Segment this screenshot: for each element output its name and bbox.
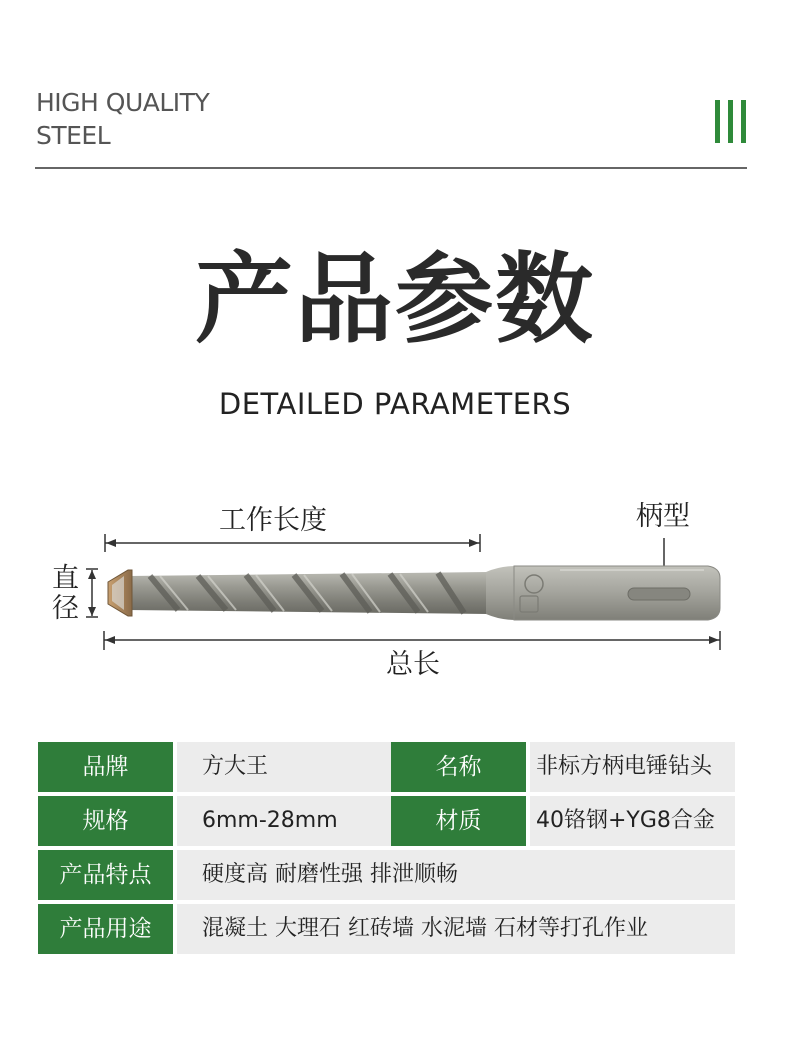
total-length-label: 总长 <box>386 649 440 680</box>
features-value: 硬度高 耐磨性强 排泄顺畅 <box>177 850 735 900</box>
usage-header: 产品用途 <box>38 904 173 954</box>
material-value: 40铬钢+YG8合金 <box>530 796 735 846</box>
spec-row-features <box>38 850 735 900</box>
name-value: 非标方柄电锤钻头 <box>530 742 735 792</box>
brand-header: 品牌 <box>38 742 173 792</box>
material-header: 材质 <box>391 796 526 846</box>
spec-row-usage <box>38 904 735 954</box>
working-length-label: 工作长度 <box>219 505 327 536</box>
page-subtitle: DETAILED PARAMETERS <box>218 387 572 421</box>
diameter-label-top: 直 <box>52 563 79 594</box>
header-tagline <box>36 86 209 152</box>
usage-value: 混凝土 大理石 红砖墙 水泥墙 石材等打孔作业 <box>177 904 735 954</box>
brand-value: 方大王 <box>177 742 403 792</box>
spec-row-size-material <box>38 796 735 846</box>
diameter-label-bottom: 径 <box>52 593 79 624</box>
drill-bit-diagram <box>0 490 790 690</box>
tagline-line-2: STEEL <box>36 121 111 150</box>
shank-label: 柄型 <box>636 501 690 532</box>
name-header: 名称 <box>391 742 526 792</box>
page-title: 产品参数 <box>194 243 595 357</box>
features-header: 产品特点 <box>38 850 173 900</box>
size-value: 6mm-28mm <box>177 796 403 846</box>
spec-row-brand-name <box>38 742 735 792</box>
size-header: 规格 <box>38 796 173 846</box>
tagline-line-1: HIGH QUALITY <box>36 88 210 117</box>
header-divider <box>35 167 747 169</box>
three-bars-icon <box>715 100 747 143</box>
drill-bit-drawing <box>0 490 790 690</box>
